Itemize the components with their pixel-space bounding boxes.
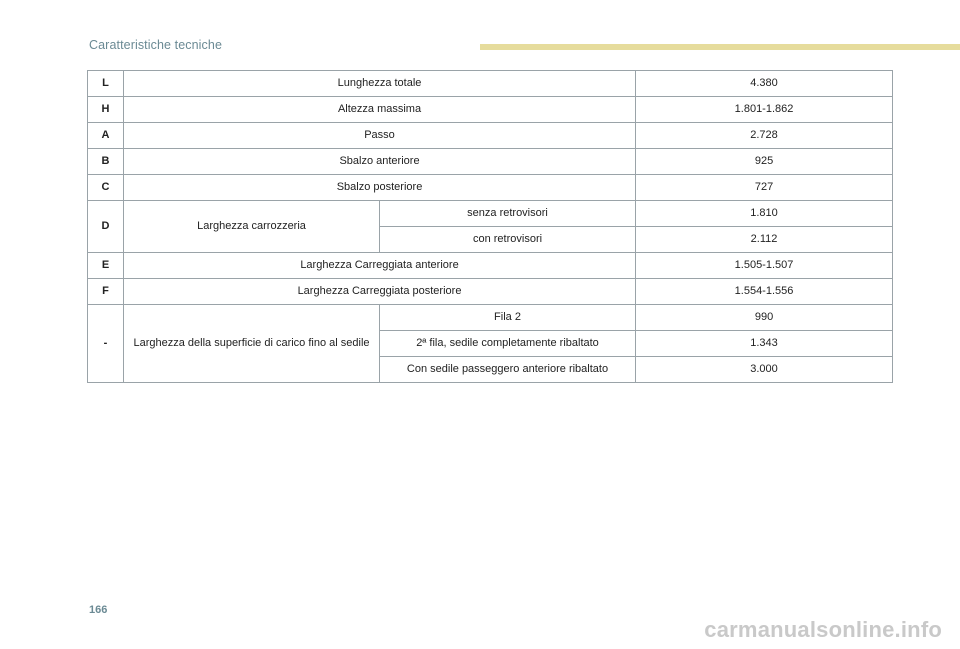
- section-title: Caratteristiche tecniche: [89, 38, 223, 52]
- row-code: A: [88, 123, 124, 149]
- row-sub-label: con retrovisori: [380, 227, 636, 253]
- row-value: 727: [636, 175, 893, 201]
- row-code: L: [88, 71, 124, 97]
- watermark: carmanualsonline.info: [704, 617, 942, 642]
- row-value: 990: [636, 305, 893, 331]
- row-label: Larghezza della superficie di carico fino al sedile: [124, 305, 380, 383]
- row-sub-label: senza retrovisori: [380, 201, 636, 227]
- row-code: B: [88, 149, 124, 175]
- table-row: [88, 279, 893, 305]
- dimensions-table: [87, 70, 893, 383]
- row-value: 1.343: [636, 331, 893, 357]
- table-row: [88, 201, 893, 227]
- row-sub-label: Fila 2: [380, 305, 636, 331]
- row-sub-label: Con sedile passeggero anteriore ribaltato: [380, 357, 636, 383]
- table-row: [88, 253, 893, 279]
- row-label: Larghezza carrozzeria: [124, 201, 380, 253]
- row-label: Lunghezza totale: [124, 71, 636, 97]
- row-value: 1.505-1.507: [636, 253, 893, 279]
- table-row: [88, 71, 893, 97]
- header-accent-bar: [480, 44, 960, 50]
- table-row: [88, 149, 893, 175]
- row-value: 925: [636, 149, 893, 175]
- row-label: Larghezza Carreggiata anteriore: [124, 253, 636, 279]
- row-label: Larghezza Carreggiata posteriore: [124, 279, 636, 305]
- row-code: C: [88, 175, 124, 201]
- row-label: Sbalzo posteriore: [124, 175, 636, 201]
- row-code: H: [88, 97, 124, 123]
- row-code: D: [88, 201, 124, 253]
- table-row: [88, 97, 893, 123]
- table-row: [88, 123, 893, 149]
- row-code: -: [88, 305, 124, 383]
- row-value: 2.112: [636, 227, 893, 253]
- row-sub-label: 2ª fila, sedile completamente ribaltato: [380, 331, 636, 357]
- row-value: 2.728: [636, 123, 893, 149]
- row-label: Altezza massima: [124, 97, 636, 123]
- row-code: E: [88, 253, 124, 279]
- table-row: [88, 305, 893, 331]
- row-label: Passo: [124, 123, 636, 149]
- row-value: 1.554-1.556: [636, 279, 893, 305]
- row-value: 3.000: [636, 357, 893, 383]
- row-value: 4.380: [636, 71, 893, 97]
- row-label: Sbalzo anteriore: [124, 149, 636, 175]
- row-code: F: [88, 279, 124, 305]
- page-number: 166: [89, 604, 108, 616]
- table-row: [88, 175, 893, 201]
- row-value: 1.810: [636, 201, 893, 227]
- row-value: 1.801-1.862: [636, 97, 893, 123]
